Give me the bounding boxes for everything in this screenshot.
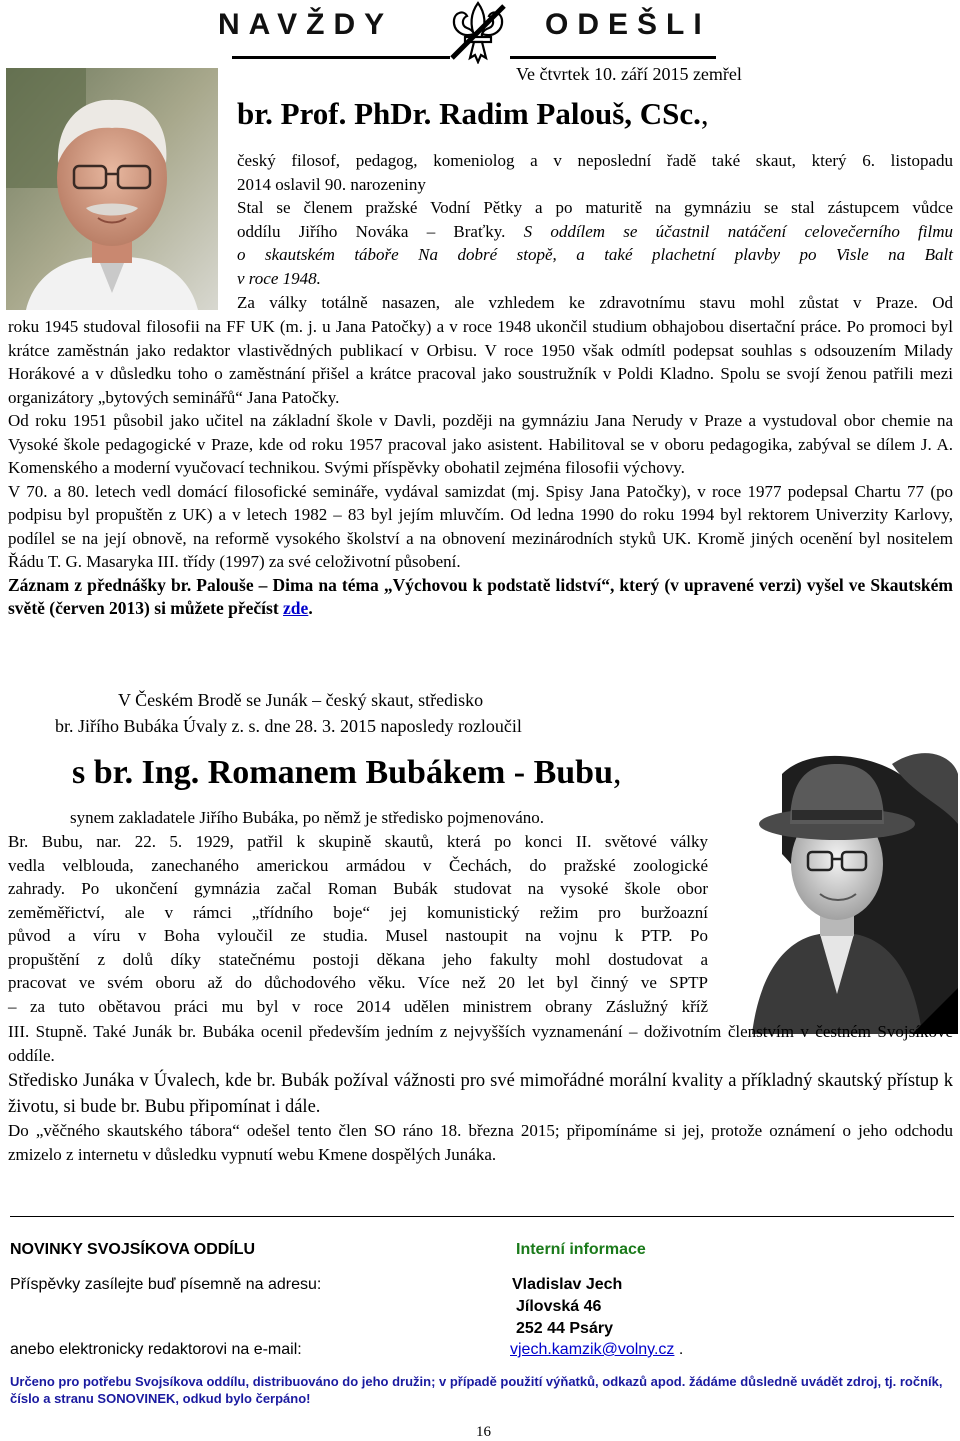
page-number: 16	[476, 1424, 491, 1440]
obituary1-record-end: .	[308, 598, 313, 618]
footer-internal-info: Interní informace	[516, 1241, 646, 1258]
footer-email-text: anebo elektronicky redaktorovi na e-mail:	[10, 1341, 302, 1358]
footer-contribute-text: Příspěvky zasílejte buď písemně na adresu:	[10, 1276, 322, 1293]
obituary2-bio	[8, 830, 708, 1018]
obituary1-intro-line4a: oddílu Jiřího Nováka – Braťky.	[237, 221, 524, 241]
obituary1-intro-line1: český filosof, pedagog, komeniolog a v neposlední řadě také skaut, který 6. listopadu	[237, 151, 953, 170]
obituary1-record-link[interactable]: zde	[283, 598, 309, 618]
portrait-roman-bubak	[712, 734, 958, 1034]
obituary2-bio-tail: III. Stupně. Také Junák br. Bubáka ocenil především jedním z nejvyšších vyznamenání – doživotním členstvím v čestném Svojsíkově oddíle.	[8, 1022, 953, 1065]
obituary1-war-line: Za války totálně nasazen, ale vzhledem ke zdravotnímu stavu mohl zůstat v Praze. Od	[237, 293, 953, 312]
footer-newsletter-title: NOVINKY SVOJSÍKOVA ODDÍLU	[10, 1241, 256, 1258]
obituary2-name-comma: ,	[613, 754, 622, 791]
portrait-radim-palous	[6, 68, 218, 310]
obituary1-name-comma: ,	[700, 96, 709, 131]
footer-address-city: 252 44 Psáry	[516, 1320, 613, 1337]
obituary2-centre-para: Středisko Junáka v Úvalech, kde br. Bubák požíval vážnosti pro své mimořádné morální kvality a příkladný skautský přístup k životu, si bude br. Bubu připomínat i dále.	[8, 1071, 953, 1117]
obituary2-son-line: synem zakladatele Jiřího Bubáka, po němž je středisko pojmenováno.	[70, 808, 544, 827]
obituary2-bio-line4: zeměměřictví, ale v rámci „třídního boje“ jej komunistický režim pro buržoazní	[8, 902, 708, 922]
obituary2-intro-line2: br. Jiřího Bubáka Úvaly z. s. dne 28. 3. 2015 naposledy rozloučil	[55, 716, 522, 736]
footer-address-street: Jílovská 46	[516, 1298, 602, 1315]
obituary1-intro-line5: o skautském táboře Na dobré stopě, a také plachetní plavby po Visle na Balt	[237, 245, 953, 264]
footer-rule	[10, 1216, 954, 1217]
obituary1-record-text: Záznam z přednášky br. Palouše – Dima na téma „Výchovou k podstatě lidství“, který (v upravené verzi) vyšel ve Skautském světě (červen 2013) si můžete přečíst	[8, 574, 953, 618]
obituary1-para1: roku 1945 studoval filosofii na FF UK (m. j. u Jana Patočky) a v roce 1948 ukončil studium obhajobou disertační práce. Po promoci byl krátce zaměstnán jako redaktor vlastivědných publikací v Orbisu. V roce 1950 však odmítl podepsat souhlas s odsouzením Milady Horákové a v důsledku toho o zaměstnání přišel a krátce pracoval jako soustružník v Poldi Kladno. Spolu se svojí ženou patřili mezi organizátory „bytových seminářů“ Jana Patočky.	[8, 317, 953, 407]
obituary1-name-heading	[237, 96, 709, 132]
header-right-word: ODEŠLI	[545, 8, 711, 41]
footer-address-name: Vladislav Jech	[512, 1276, 623, 1293]
header-rule-right	[510, 56, 716, 59]
obituary1-intro-line3: Stal se členem pražské Vodní Pětky a po maturitě na gymnáziu se stal zástupcem vůdce	[237, 198, 953, 217]
obituary1-intro	[237, 149, 953, 290]
obituary2-intro-line1: V Českém Brodě se Junák – český skaut, středisko	[118, 690, 484, 710]
header-rule-left	[232, 56, 450, 59]
fleur-de-lis-mourning-emblem-icon	[448, 0, 508, 64]
obituary1-para2: Od roku 1951 působil jako učitel na základní škole v Davli, později na gymnáziu Jana Nerudy v Praze a vystudoval obor chemie na Vysoké škole pedagogické v Praze, kde od roku 1957 pracoval jako asistent. Habilitoval se v oboru pedagogika, zabýval se dílem J. A. Komenského a moderní vyučovací technikou. Svými příspěvky obohatil zejména filosofii výchovy.	[8, 411, 953, 477]
footer-email-link[interactable]: vjech.kamzik@volny.cz	[510, 1341, 675, 1358]
obituary1-record	[8, 574, 953, 621]
obituary1-body	[8, 315, 953, 621]
footer-notice: Určeno pro potřebu Svojsíkova oddílu, distribuováno do jeho družin; v případě použití výňatků, odkazů apod. žádáme důsledně uvádět zdroj, tj. ročník, číslo a stranu SONOVINEK, odkud bylo čerpáno!	[10, 1374, 943, 1406]
obituary2-name: s br. Ing. Romanem Bubákem - Bubu	[72, 754, 613, 791]
obituary2-bio-line8: – za tuto obětavou práci mu byl v roce 2014 udělen ministrem obrany Záslužný kříž	[8, 996, 708, 1016]
obituary1-intro-line4b: S oddílem se účastnil natáčení celovečerního filmu	[523, 221, 953, 241]
footer-email-line	[510, 1341, 683, 1359]
obituary1-para3: V 70. a 80. letech vedl domácí filosofické semináře, vydával samizdat (mj. Spisy Jana Patočky), v roce 1977 podepsal Chartu 77 (po podpisu byl propuštěn z UK) a v letech 1982 – 83 byl jejím mluvčím. Od ledna 1990 do roku 1994 byl rektorem Univerzity Karlovy, podílel se na její obnově, na reformě vysokého školství a na obnovení mezinárodních styků UK. Kromě jiných ocenění byl nositelem Řádu T. G. Masaryka III. třídy (1997) za své celoživotní působení.	[8, 481, 953, 571]
obituary1-intro-line2: 2014 oslavil 90. narozeniny	[237, 174, 426, 194]
obituary2-bio-line6: propuštění z dolů díky statečnému postoji děkana jeho fakulty mohl dostudovat a	[8, 949, 708, 969]
obituary2-bio-line5: původ a víru v Boha vyloučil ze studia. Musel nastoupit na vojnu k PTP. Po	[8, 926, 708, 945]
obituary2-bio-line1: Br. Bubu, nar. 22. 5. 1929, patřil k skupině skautů, která po konci II. světové války	[8, 832, 708, 851]
obituary2-bio-line2: vedla velblouda, zanechaného americkou armádou v Čechách, do pražské zoologické	[8, 855, 708, 875]
obituary2-name-heading	[72, 754, 622, 792]
obituary1-date-line: Ve čtvrtek 10. září 2015 zemřel	[516, 64, 742, 84]
obituary2-bio-line3: zahrady. Po ukončení gymnázia začal Roman Bubák studovat na vysoké škole obor	[8, 879, 708, 898]
header-left-word: NAVŽDY	[218, 8, 394, 41]
obituary1-intro-line6: v roce 1948.	[237, 268, 321, 288]
obituary1-name: br. Prof. PhDr. Radim Palouš, CSc.	[237, 96, 701, 131]
footer-email-end: .	[674, 1341, 684, 1358]
obituary2-bio-line7: pracovat ve svém oboru až do důchodového věku. Více než 20 let byl činný ve SPTP	[8, 973, 708, 992]
obituary2-last-para: Do „věčného skautského tábora“ odešel tento člen SO ráno 18. března 2015; připomínáme si jej, protože oznámení o jeho odchodu zmizelo z internetu v důsledku vypnutí webu Kmene dospělých Junáka.	[8, 1121, 953, 1164]
obituary1-intro-line4	[237, 220, 953, 244]
